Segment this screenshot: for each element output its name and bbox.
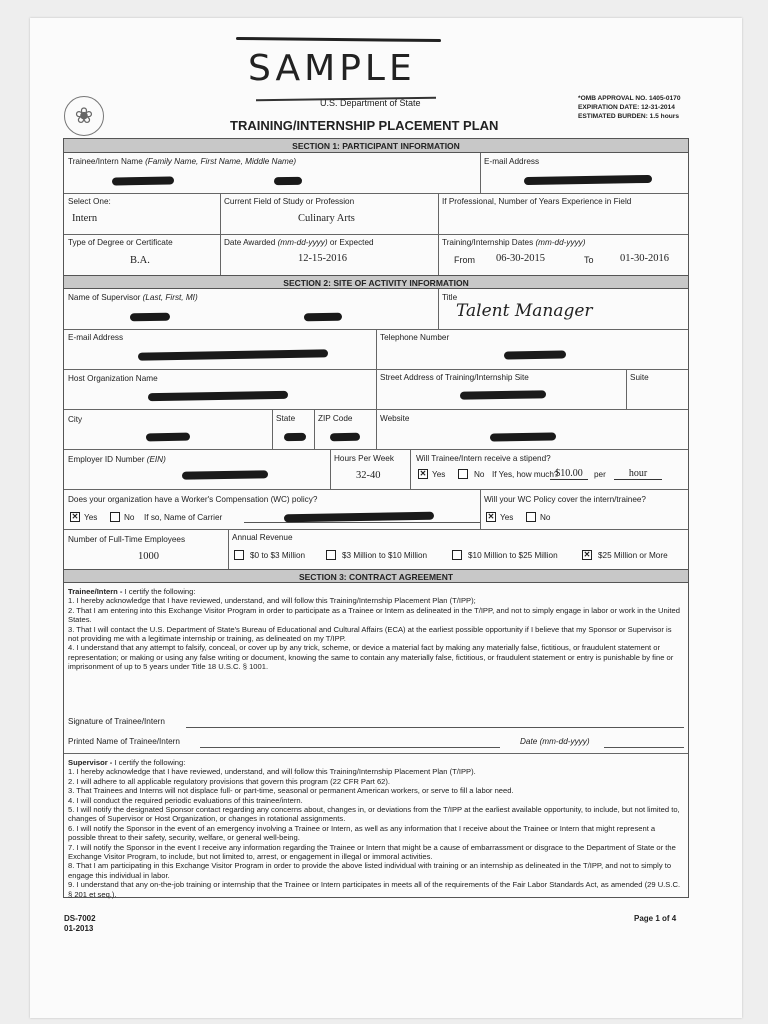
hours-value[interactable]: 32-40 [356,470,381,481]
to-label: To [584,255,594,265]
revenue-option: $3 Million to $10 Million [342,551,428,560]
trainee-name-label: Trainee/Intern Name (Family Name, First Name, Middle Name) [68,157,297,166]
wc-yes-label: Yes [84,513,98,522]
wc-cover-yes-checkbox[interactable]: ✕ [487,512,495,521]
degree-label: Type of Degree or Certificate [68,238,173,247]
page-number: Page 1 of 4 [634,914,677,923]
supervisor-name-label: Name of Supervisor (Last, First, MI) [68,293,198,302]
omb-expiration: EXPIRATION DATE: 12-31-2014 [578,104,675,111]
department-name: U.S. Department of State [320,98,421,108]
suite-label: Suite [630,373,649,382]
trainee-printed-name-label: Printed Name of Trainee/Intern [68,737,180,746]
supervisor-certify-text: I certify the following: [112,758,186,767]
document-page [30,18,742,1018]
date-awarded-value[interactable]: 12-15-2016 [298,253,347,264]
title-value[interactable]: Talent Manager [456,301,593,321]
redaction-bar [460,390,546,399]
omb-approval: *OMB APPROVAL NO. 1405-0170 [578,95,681,102]
revenue-option: $0 to $3 Million [250,551,306,560]
training-dates-label: Training/Internship Dates (mm-dd-yyyy) [442,238,586,247]
zip-label: ZIP Code [318,414,353,423]
revenue-25m-plus-checkbox[interactable]: ✕ [583,550,591,559]
city-label: City [68,415,83,424]
hours-label: Hours Per Week [334,454,394,463]
redaction-bar [284,433,306,441]
stipend-yes-checkbox[interactable]: ✕ [419,469,427,478]
select-one-label: Select One: [68,197,111,206]
redaction-bar [182,470,268,479]
supervisor-item: 4. I will conduct the required periodic evaluations of this trainee/intern. [68,795,303,805]
stamp-top-line [236,37,441,42]
trainee-item: 2. That I am entering into this Exchange Visitor Program in order to participate as a Trainee or Intern as delineated in the T/IPP, and not to simply engage in labor or work in the United States. [68,605,680,625]
redaction-bar [304,313,342,322]
sample-stamp: SAMPLE [248,48,416,89]
employees-label: Number of Full-Time Employees [68,535,186,544]
omb-burden: ESTIMATED BURDEN: 1.5 hours [578,113,679,120]
stipend-no-checkbox[interactable] [458,469,468,479]
stipend-yes-label: Yes [432,470,446,479]
carrier-label: If so, Name of Carrier [144,513,223,522]
supervisor-item: 2. I will adhere to all applicable regulatory provisions that govern this program (22 CFR Part 62). [68,776,391,786]
supervisor-certification [68,758,682,899]
revenue-3-10m-checkbox[interactable] [326,550,336,560]
select-one-value[interactable]: Intern [72,213,98,224]
date-awarded-label: Date Awarded (mm-dd-yyyy) or Expected [224,238,374,247]
trainee-signature-label: Signature of Trainee/Intern [68,717,165,726]
carrier-field[interactable] [244,522,480,523]
experience-label: If Professional, Number of Years Experience in Field [442,197,632,206]
supervisor-item: 6. I will notify the Sponsor in the event of an emergency involving a Trainee or Intern, as well as any information that I receive about the Trainee or Intern that might represent a possible threat to their safety, security, welfare, or general well-being. [68,823,656,843]
wc-yes-checkbox[interactable]: ✕ [71,512,79,521]
supervisor-item: 8. That I am participating in this Exchange Visitor Program in order to provide the above listed individual with training or an internship as delineated in the T/IPP, and not to simply to engage this individual in labor. [68,861,672,880]
from-date-value[interactable]: 06-30-2015 [496,253,545,264]
ein-label: Employer ID Number (EIN) [68,455,166,464]
street-address-label: Street Address of Training/Internship Site [380,373,529,382]
supervisor-item: 1. I hereby acknowledge that I have reviewed, understand, and will follow this Training/Internship Placement Plan (T/IPP). [68,767,476,777]
section2-heading: SECTION 2: SITE OF ACTIVITY INFORMATION [64,275,688,289]
stipend-question: Will Trainee/Intern receive a stipend? [416,454,551,463]
trainee-date-label: Date (mm-dd-yyyy) [520,737,590,746]
wc-question: Does your organization have a Worker's Compensation (WC) policy? [68,495,318,504]
to-date-value[interactable]: 01-30-2016 [620,253,669,264]
section3-heading: SECTION 3: CONTRACT AGREEMENT [64,569,688,583]
redaction-bar [146,433,190,442]
field-of-study-label: Current Field of Study or Profession [224,197,355,206]
revenue-0-3m-checkbox[interactable] [234,550,244,560]
trainee-certification [68,587,682,672]
eagle-seal-icon: ❀ [64,96,104,136]
trainee-date-field[interactable] [604,747,684,748]
wc-no-checkbox[interactable] [110,512,120,522]
supervisor-item: 5. I will notify the designated Sponsor contact regarding any concerns about, changes in, or deviations from the T/IPP at the earliest available opportunity, to include, but not limited to, changes of Supervisor or Host Organization, or changes in rotational assignments. [68,805,680,824]
trainee-printed-name-field[interactable] [200,747,500,748]
trainee-certify-text: I certify the following: [122,587,196,596]
trainee-certify-head: Trainee/Intern - [68,587,123,596]
wc-no-label: No [124,513,135,522]
form-body [63,138,689,898]
title-label: Title [442,293,458,302]
revenue-10-25m-checkbox[interactable] [452,550,462,560]
wc-cover-no-label: No [540,513,551,522]
redaction-bar [148,391,288,401]
revenue-option: $10 Million to $25 Million [468,551,558,560]
trainee-item: 1. I hereby acknowledge that I have reviewed, understand, and will follow this Training/Internship Placement Plan (T/IPP); [68,596,476,606]
omb-block [578,94,680,121]
trainee-email-label: E-mail Address [484,157,540,166]
supervisor-certify-head: Supervisor - [68,758,113,767]
supervisor-item: 9. I understand that any on-the-job training or internship that the Trainee or Intern participates in meets all of the requirements of the Fair Labor Standards Act, as amended (29 U.S.C. § 201 et seq.). [68,880,681,899]
redaction-bar [130,313,170,322]
stipend-period[interactable]: hour [614,468,662,480]
redaction-bar [330,433,360,442]
stipend-no-label: No [474,470,485,479]
trainee-item: 3. That I will contact the U.S. Department of State's Bureau of Educational and Cultural Affairs (ECA) at the earliest possible opportunity if I believe that my Sponsor or Supervisor is not providing me with a legitimate internship or training, as delineated on my T/IPP. [68,624,672,644]
wc-cover-yes-label: Yes [500,513,514,522]
redaction-bar [504,350,566,359]
revenue-label: Annual Revenue [232,533,293,542]
state-label: State [276,414,296,423]
form-number: DS-7002 [64,914,96,923]
wc-cover-question: Will your WC Policy cover the intern/trainee? [484,495,646,504]
revenue-option: $25 Million or More [598,551,668,560]
wc-cover-no-checkbox[interactable] [526,512,536,522]
website-label: Website [380,414,410,423]
redaction-bar [524,175,652,185]
stipend-amount[interactable]: $10.00 [550,468,588,480]
form-title: TRAINING/INTERNSHIP PLACEMENT PLAN [230,118,499,133]
per-label: per [594,470,606,479]
redaction-bar [112,176,174,185]
trainee-signature-field[interactable] [186,727,684,728]
telephone-label: Telephone Number [380,333,450,342]
redaction-bar [490,432,556,441]
redaction-bar [274,177,302,185]
form-date: 01-2013 [64,924,94,933]
supervisor-email-label: E-mail Address [68,333,124,342]
from-label: From [454,255,475,265]
section1-heading: SECTION 1: PARTICIPANT INFORMATION [64,139,688,153]
redaction-bar [138,349,328,360]
degree-value[interactable]: B.A. [130,255,150,266]
host-org-label: Host Organization Name [68,374,158,383]
how-much-label: If Yes, how much? [492,470,559,479]
trainee-item: 4. I understand that any attempt to falsify, conceal, or cover up by any trick, scheme, or device a material fact by making any materially false, fictitious, or fraudulent statement or representation; or making or using any false writing or document, knowing the same to contain any materially false, fictitious, or fraudulent statement or entry is punishable by fine or imprisonment of up to 5 years under Title 18 U.S.C. § 1001. [68,643,674,672]
supervisor-item: 7. I will notify the Sponsor in the event I receive any information regarding the Trainee or Intern that might be a cause of embarrassment or disgrace to the Department of State or the Exchange Visitor Program, to include, but not limited to, arrest, or engagement in illegal or immoral activities. [68,842,676,862]
employees-value[interactable]: 1000 [138,551,159,562]
field-of-study-value[interactable]: Culinary Arts [298,213,355,224]
redaction-bar [284,512,434,523]
supervisor-item: 3. That Trainees and Interns will not displace full- or part-time, seasonal or permanent American workers, or serve to fill a labor need. [68,786,514,796]
